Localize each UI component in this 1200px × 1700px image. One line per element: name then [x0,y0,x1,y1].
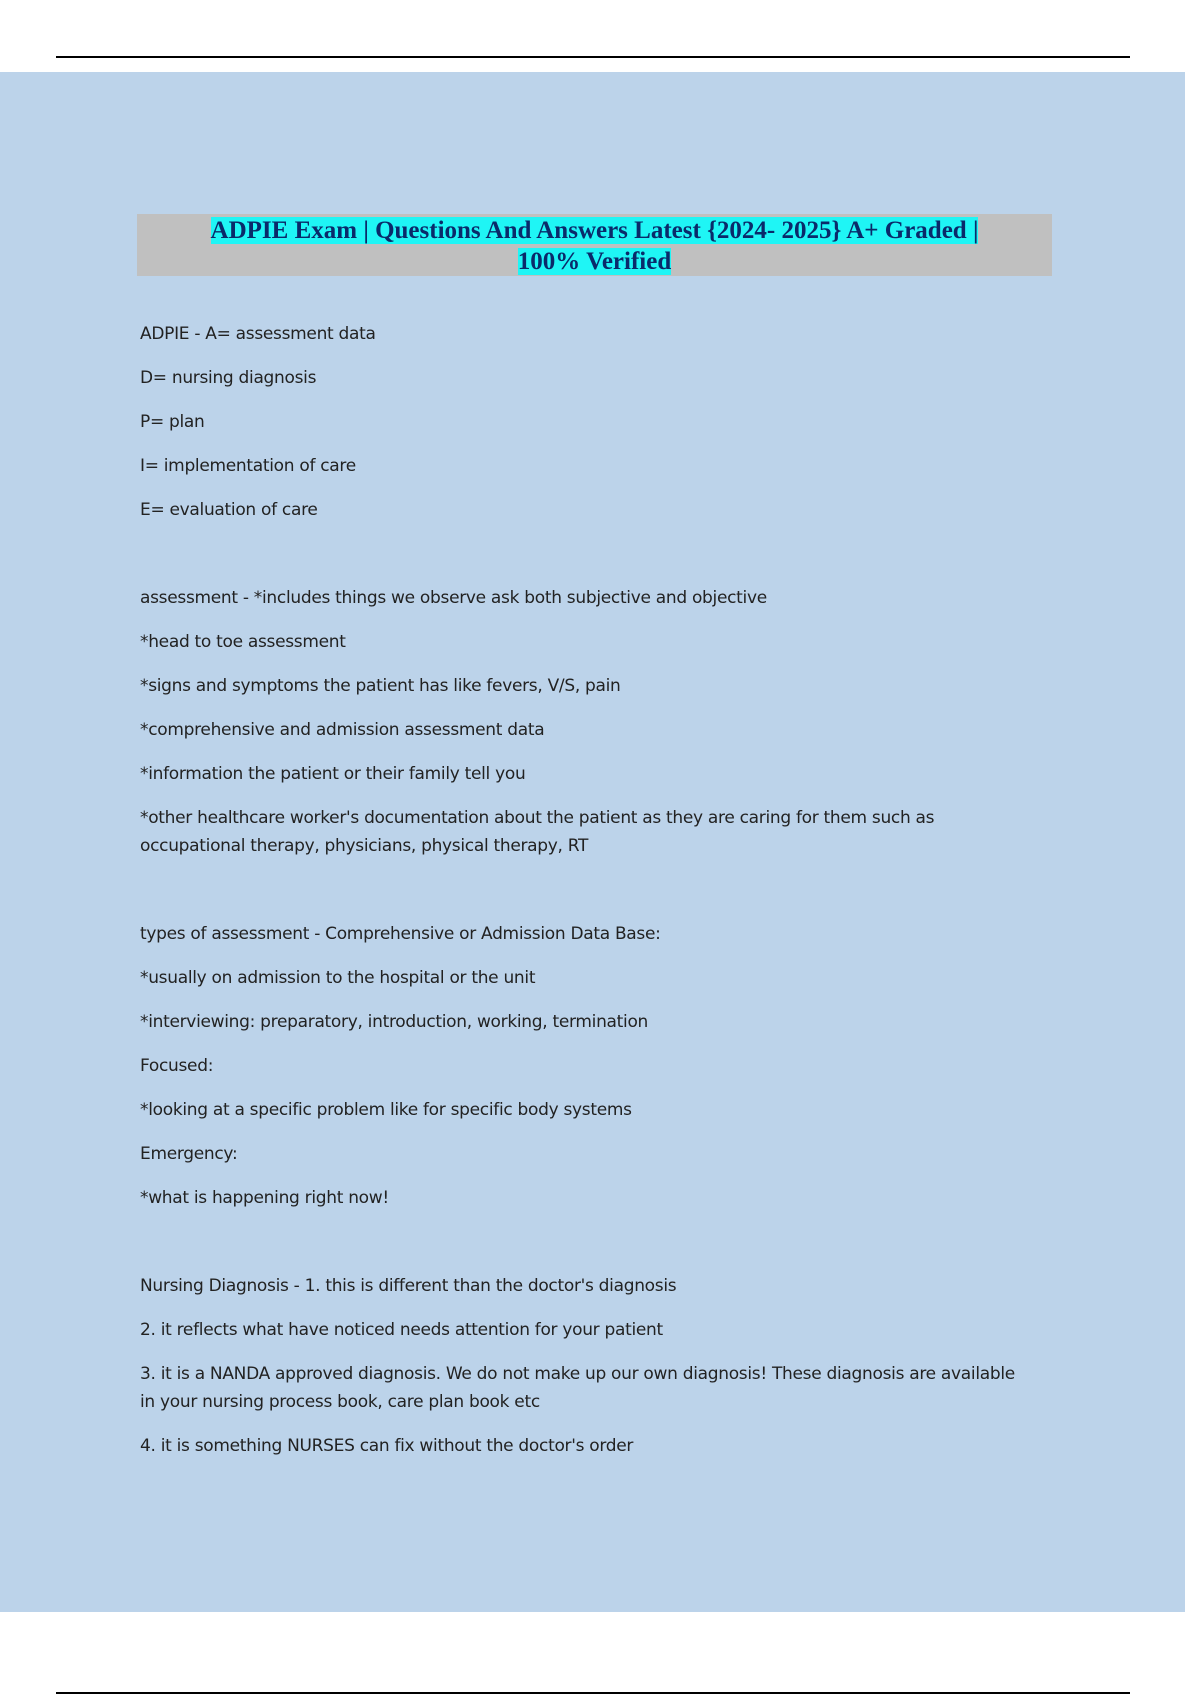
assessment-line: *other healthcare worker's documentation about the patient as they are caring for them such as occupational therapy, physicians, physical therapy, RT [140,808,935,856]
bottom-rule [56,1692,1130,1694]
adpie-line: I= implementation of care [140,456,356,476]
page-title [137,214,1052,277]
types-line: *interviewing: preparatory, introduction, working, termination [140,1012,649,1032]
title-banner [137,214,1052,276]
document-body [140,320,1020,1476]
adpie-line: ADPIE - A= assessment data [140,324,376,344]
title-line-2: 100% Verified [517,248,672,275]
section-gap [140,540,1020,584]
title-line-1: ADPIE Exam | Questions And Answers Latest {2024- 2025} A+ Graded | [210,217,979,244]
section-gap [140,876,1020,920]
types-line: Focused: [140,1056,214,1076]
types-line: *looking at a specific problem like for specific body systems [140,1100,632,1120]
assessment-line: *comprehensive and admission assessment data [140,720,545,740]
types-line: *usually on admission to the hospital or the unit [140,968,536,988]
types-line: Emergency: [140,1144,238,1164]
nursing-diagnosis-line: Nursing Diagnosis - 1. this is different than the doctor's diagnosis [140,1276,677,1296]
types-line: *what is happening right now! [140,1188,389,1208]
top-rule [56,56,1130,58]
section-gap [140,1228,1020,1272]
types-line: types of assessment - Comprehensive or Admission Data Base: [140,924,661,944]
assessment-line: *head to toe assessment [140,632,346,652]
adpie-line: P= plan [140,412,205,432]
assessment-line: assessment - *includes things we observe ask both subjective and objective [140,588,767,608]
nursing-diagnosis-line: 3. it is a NANDA approved diagnosis. We do not make up our own diagnosis! These diagnosis are available in your nursing process book, care plan book etc [140,1364,1015,1412]
nursing-diagnosis-line: 2. it reflects what have noticed needs attention for your patient [140,1320,663,1340]
assessment-line: *signs and symptoms the patient has like fevers, V/S, pain [140,676,621,696]
adpie-line: D= nursing diagnosis [140,368,317,388]
adpie-line: E= evaluation of care [140,500,318,520]
document-page [0,72,1185,1612]
nursing-diagnosis-line: 4. it is something NURSES can fix without the doctor's order [140,1436,634,1456]
assessment-line: *information the patient or their family tell you [140,764,526,784]
